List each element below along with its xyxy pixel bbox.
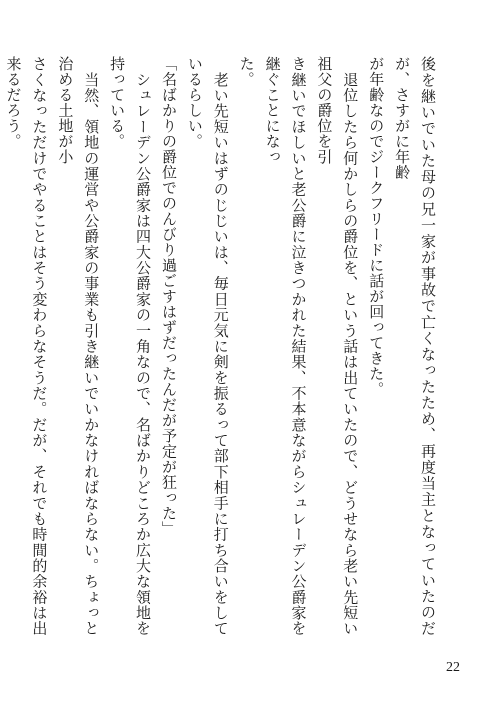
text-line: 退位したら何かしらの爵位を、という話は出ていたので、どうせなら老い先短い祖父の爵位を引 xyxy=(315,56,360,636)
text-line: 後を継いでいた母の兄一家が事故で亡くなったため、再度当主となっていたのだが、さすがに年齢 xyxy=(393,56,437,636)
text-line: シュレーデン公爵家は四大公爵家の一角なので、名ばかりどころか広大な領地を持っている。 xyxy=(108,56,153,636)
text-line: が年齢なのでジークフリードに話が回ってきた。 xyxy=(367,56,386,397)
text-line: さくなっただけでやることはそう変わらなそうだ。だが、それでも時間的余裕は出来るだろう。 xyxy=(4,56,49,636)
text-line: き継いでほしいと老公爵に泣きつかれた結果、不本意ながらシュレーデン公爵家を継ぐことになっ xyxy=(263,56,308,636)
text-line: 老い先短いはずのじじいは、毎日元気に剣を振るって部下相手に打ち合いをしているらしい。 xyxy=(185,56,230,636)
text-line: 「名ばかりの爵位でのんびり過ごすはずだったんだが予定が狂った」 xyxy=(159,56,178,537)
vertical-text-body xyxy=(4,56,440,636)
text-line: た。 xyxy=(237,56,256,87)
text-line: 当然、領地の運営や公爵家の事業も引き継いでいかなければならない。ちょっと治める土地が小 xyxy=(56,56,101,636)
page-number: 22 xyxy=(446,660,460,675)
